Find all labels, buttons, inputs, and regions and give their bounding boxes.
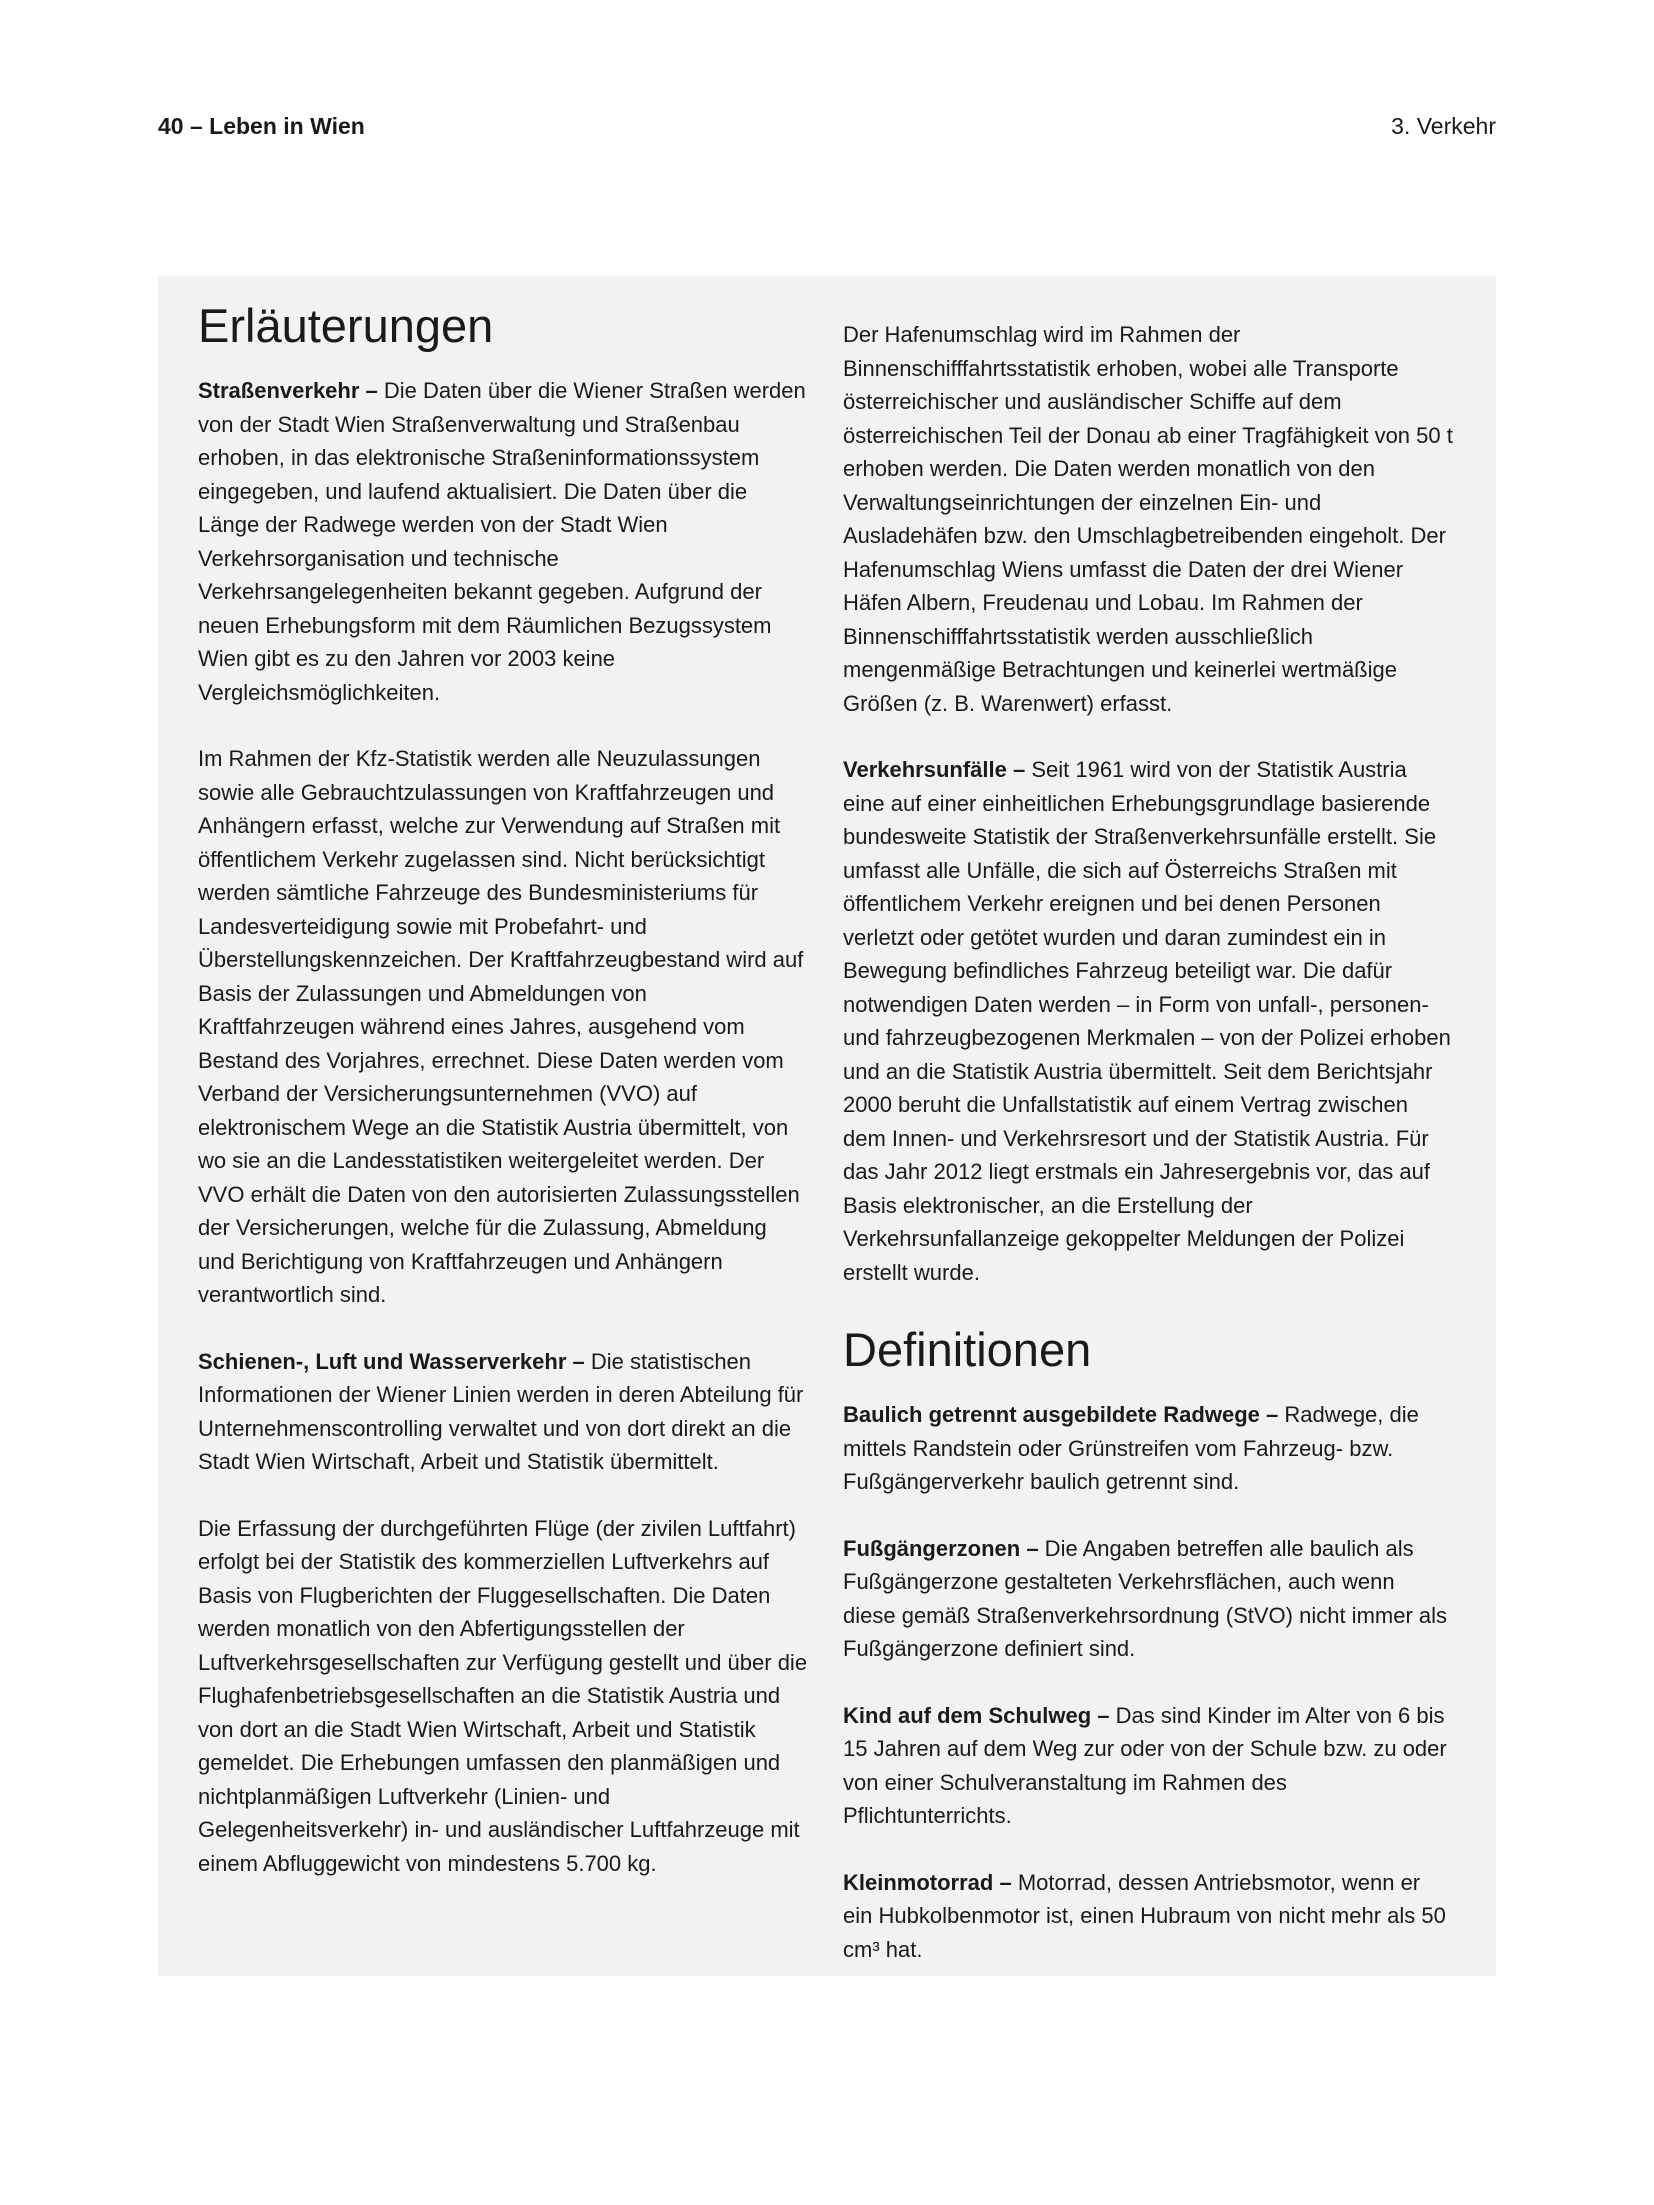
definition-term: Baulich getrennt ausgebildete Radwege –	[843, 1402, 1279, 1428]
definition-term: Fußgängerzonen –	[843, 1535, 1039, 1561]
definitionen-heading: Definitionen	[843, 1323, 1092, 1376]
paragraph-verkehrsunfaelle	[843, 753, 1453, 1289]
page-header-left: 40 – Leben in Wien	[158, 113, 365, 139]
paragraph-kfz-statistik	[198, 742, 808, 1312]
paragraph-lead: Verkehrsunfälle –	[843, 757, 1026, 782]
definition-term: Kind auf dem Schulweg –	[843, 1702, 1110, 1728]
paragraph-hafenumschlag	[843, 318, 1453, 720]
paragraph-text: Der Hafenumschlag wird im Rahmen der Binnenschifffahrtsstatistik erhoben, wobei alle Transporte österreichischer und ausländischer Schiffe auf dem österreichischen Teil der Donau ab einer Tragfähigkeit von 50 t erhoben werden. Die Daten werden monatlich von den Verwaltungseinrichtungen der einzelnen Ein- und Ausladehäfen bzw. den Umschlagbetreibenden eingeholt. Der Hafenumschlag Wiens umfasst die Daten der drei Wiener Häfen Albern, Freudenau und Lobau. Im Rahmen der Binnenschifffahrtsstatistik werden ausschließlich mengenmäßige Betrachtungen und keinerlei wertmäßige Größen (z. B. Warenwert) erfasst.	[843, 322, 1453, 716]
paragraph-strassenverkehr	[198, 374, 808, 709]
definition-text: Das sind Kinder im Alter von 6 bis 15 Jahren auf dem Weg zur oder von der Schule bzw. zu oder von einer Schulveranstaltung im Rahmen des Pflichtunterrichts.	[843, 1702, 1447, 1829]
content-panel	[158, 276, 1496, 1976]
definition-kind-schulweg	[843, 1699, 1453, 1833]
definition-radwege	[843, 1398, 1453, 1499]
erlaeuterungen-heading: Erläuterungen	[198, 299, 494, 352]
definition-text: Motorrad, dessen Antriebsmotor, wenn er ein Hubkolbenmotor ist, einen Hubraum von nicht mehr als 50 cm³ hat.	[843, 1869, 1446, 1962]
paragraph-fluege	[198, 1512, 808, 1881]
paragraph-lead: Straßenverkehr –	[198, 378, 378, 404]
paragraph-text: Die Erfassung der durchgeführten Flüge (der zivilen Luftfahrt) erfolgt bei der Statistik des kommerziellen Luftverkehrs auf Basis von Flugberichten der Fluggesellschaften. Die Daten werden monatlich von den Abfertigungsstellen der Luftverkehrsgesellschaften zur Verfügung gestellt und über die Flughafenbetriebsgesellschaften an die Statistik Austria und von dort an die Stadt Wien Wirtschaft, Arbeit und Statistik gemeldet. Die Erhebungen umfassen den planmäßigen und nichtplanmäßigen Luftverkehr (Linien- und Gelegenheitsverkehr) in- und ausländischer Luftfahrzeuge mit einem Abfluggewicht von mindestens 5.700 kg.	[198, 1515, 808, 1876]
page-header-right: 3. Verkehr	[1391, 113, 1496, 139]
definition-fussgaengerzonen	[843, 1532, 1453, 1666]
definition-text: Die Angaben betreffen alle baulich als Fußgängerzone gestalteten Verkehrsflächen, auch wenn diese gemäß Straßenverkehrsordnung (StVO) nicht immer als Fußgängerzone definiert sind.	[843, 1535, 1448, 1662]
paragraph-schienen-luft-wasser	[198, 1345, 808, 1479]
paragraph-text: Die statistischen Informationen der Wiener Linien werden in deren Abteilung für Unternehmenscontrolling verwaltet und von dort direkt an die Stadt Wien Wirtschaft, Arbeit und Statistik übermittelt.	[198, 1348, 804, 1475]
paragraph-text: Im Rahmen der Kfz-Statistik werden alle Neuzulassungen sowie alle Gebrauchtzulassungen von Kraftfahrzeugen und Anhängern erfasst, welche zur Verwendung auf Straßen mit öffentlichem Verkehr zugelassen sind. Nicht berücksichtigt werden sämtliche Fahrzeuge des Bundesministeriums für Landesverteidigung sowie mit Probefahrt- und Überstellungskennzeichen. Der Kraftfahrzeugbestand wird auf Basis der Zulassungen und Abmeldungen von Kraftfahrzeugen während eines Jahres, ausgehend vom Bestand des Vorjahres, errechnet. Diese Daten werden vom Verband der Versicherungsunternehmen (VVO) auf elektronischem Wege an die Statistik Austria übermittelt, von wo sie an die Landesstatistiken weitergeleitet werden. Der VVO erhält die Daten von den autorisierten Zulassungsstellen der Versicherungen, welche für die Zulassung, Abmeldung und Berichtigung von Kraftfahrzeugen und Anhängern verantwortlich sind.	[198, 746, 804, 1308]
definition-kleinmotorrad	[843, 1866, 1453, 1967]
definition-term: Kleinmotorrad –	[843, 1869, 1012, 1895]
paragraph-lead: Schienen-, Luft und Wasserverkehr –	[198, 1348, 585, 1374]
definition-text: Radwege, die mittels Randstein oder Grünstreifen vom Fahrzeug- bzw. Fußgängerverkehr baulich getrennt sind.	[843, 1402, 1419, 1495]
right-column	[843, 318, 1453, 1999]
left-column	[198, 298, 808, 1913]
paragraph-text: Seit 1961 wird von der Statistik Austria eine auf einer einheitlichen Erhebungsgrundlage basierende bundesweite Statistik der Straßenverkehrsunfälle erstellt. Sie umfasst alle Unfälle, die sich auf Österreichs Straßen mit öffentlichem Verkehr ereignen und bei denen Personen verletzt oder getötet wurden und daran zumindest ein in Bewegung befindliches Fahrzeug beteiligt war. Die dafür notwendigen Daten werden – in Form von unfall-, personen- und fahrzeugbezogenen Merkmalen – von der Polizei erhoben und an die Statistik Austria übermittelt. Seit dem Berichtsjahr 2000 beruht die Unfallstatistik auf einem Vertrag zwischen dem Innen- und Verkehrsresort und der Statistik Austria. Für das Jahr 2012 liegt erstmals ein Jahresergebnis vor, das auf Basis elektronischer, an die Erstellung der Verkehrsunfallanzeige gekoppelter Meldungen der Polizei erstellt wurde.	[843, 757, 1451, 1285]
paragraph-text: Die Daten über die Wiener Straßen werden von der Stadt Wien Straßenverwaltung und Straßenbau erhoben, in das elektronische Straßeninformationssystem eingegeben, und laufend aktualisiert. Die Daten über die Länge der Radwege werden von der Stadt Wien Verkehrsorganisation und technische Verkehrsangelegenheiten bekannt gegeben. Aufgrund der neuen Erhebungsform mit dem Räumlichen Bezugssystem Wien gibt es zu den Jahren vor 2003 keine Vergleichsmöglichkeiten.	[198, 378, 806, 705]
